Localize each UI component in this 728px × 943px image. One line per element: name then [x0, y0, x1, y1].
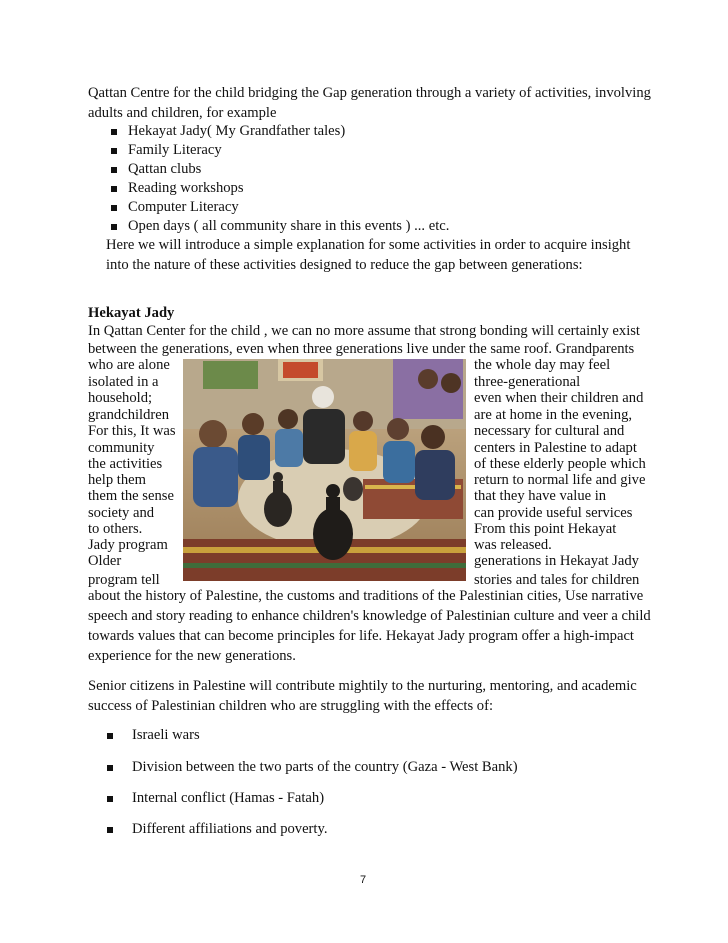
section-heading: Hekayat Jady	[88, 305, 175, 321]
page-number: 7	[360, 874, 367, 886]
right-col-line: can provide useful services	[474, 505, 633, 521]
intro-line-1: Qattan Centre for the child bridging the Gap generation through a variety of activities, involving	[88, 85, 651, 101]
square-bullet-icon	[107, 796, 113, 802]
intro-line-2: adults and children, for example	[88, 105, 277, 121]
left-col-line: program tell	[88, 572, 160, 588]
left-col-line: them the sense	[88, 488, 174, 504]
section-line-1: In Qattan Center for the child , we can no more assume that strong bonding will certainly exist	[88, 323, 640, 339]
left-col-line: the activities	[88, 456, 163, 472]
left-col-line: who are alone	[88, 357, 170, 373]
storytelling-photo	[183, 359, 466, 581]
left-col-line: help them	[88, 472, 146, 488]
square-bullet-icon	[107, 733, 113, 739]
right-col-line: return to normal life and give	[474, 472, 646, 488]
right-col-line: of these elderly people which	[474, 456, 646, 472]
right-col-line: From this point Hekayat	[474, 521, 617, 537]
left-col-line: household;	[88, 390, 153, 406]
section-after-line-2: speech and story reading to enhance children's knowledge of Palestinian culture and veer a child	[88, 608, 651, 624]
left-col-line: For this, It was	[88, 423, 176, 439]
left-col-line: grandchildren	[88, 407, 170, 423]
square-bullet-icon	[111, 148, 117, 154]
square-bullet-icon	[111, 186, 117, 192]
left-col-line: society and	[88, 505, 155, 521]
activity-label: Qattan clubs	[128, 161, 202, 177]
square-bullet-icon	[107, 827, 113, 833]
square-bullet-icon	[111, 167, 117, 173]
activity-label: Computer Literacy	[128, 199, 239, 215]
effect-label: Different affiliations and poverty.	[132, 821, 328, 837]
seniors-line-1: Senior citizens in Palestine will contribute mightily to the nurturing, mentoring, and academic	[88, 678, 637, 694]
section-after-line-3: towards values that can become principles for life. Hekayat Jady program offer a high-impact	[88, 628, 634, 644]
storytelling-photo-illustration	[183, 359, 466, 581]
square-bullet-icon	[107, 765, 113, 771]
activity-label: Reading workshops	[128, 180, 244, 196]
activity-label: Hekayat Jady( My Grandfather tales)	[128, 123, 346, 139]
section-after-line-4: experience for the new generations.	[88, 648, 296, 664]
square-bullet-icon	[111, 205, 117, 211]
explanation-line-1: Here we will introduce a simple explanation for some activities in order to acquire insight	[106, 237, 631, 253]
right-col-line: necessary for cultural and	[474, 423, 625, 439]
left-col-line: Older	[88, 553, 122, 569]
left-col-line: community	[88, 440, 155, 456]
effect-label: Division between the two parts of the country (Gaza - West Bank)	[132, 759, 518, 775]
left-col-line: isolated in a	[88, 374, 159, 390]
effect-label: Israeli wars	[132, 727, 200, 743]
left-col-line: Jady program	[88, 537, 168, 553]
effect-label: Internal conflict (Hamas - Fatah)	[132, 790, 325, 806]
right-col-line: the whole day may feel	[474, 357, 611, 373]
right-col-line: are at home in the evening,	[474, 407, 633, 423]
seniors-line-2: success of Palestinian children who are struggling with the effects of:	[88, 698, 494, 714]
left-col-line: to others.	[88, 521, 143, 537]
square-bullet-icon	[111, 224, 117, 230]
right-col-line: was released.	[474, 537, 552, 553]
right-col-line: three-generational	[474, 374, 581, 390]
explanation-line-2: into the nature of these activities designed to reduce the gap between generations:	[106, 257, 583, 273]
right-col-line: generations in Hekayat Jady	[474, 553, 639, 569]
activity-label: Open days ( all community share in this events ) ... etc.	[128, 218, 450, 234]
right-col-line: centers in Palestine to adapt	[474, 440, 637, 456]
section-after-line-1: about the history of Palestine, the customs and traditions of the Palestinian cities, Use narrative	[88, 588, 644, 604]
activity-label: Family Literacy	[128, 142, 222, 158]
square-bullet-icon	[111, 129, 117, 135]
right-col-line: that they have value in	[474, 488, 607, 504]
section-line-2: between the generations, even when three generations live under the same roof. Grandparents	[88, 341, 635, 357]
right-col-line: even when their children and	[474, 390, 644, 406]
right-col-line: stories and tales for children	[474, 572, 640, 588]
